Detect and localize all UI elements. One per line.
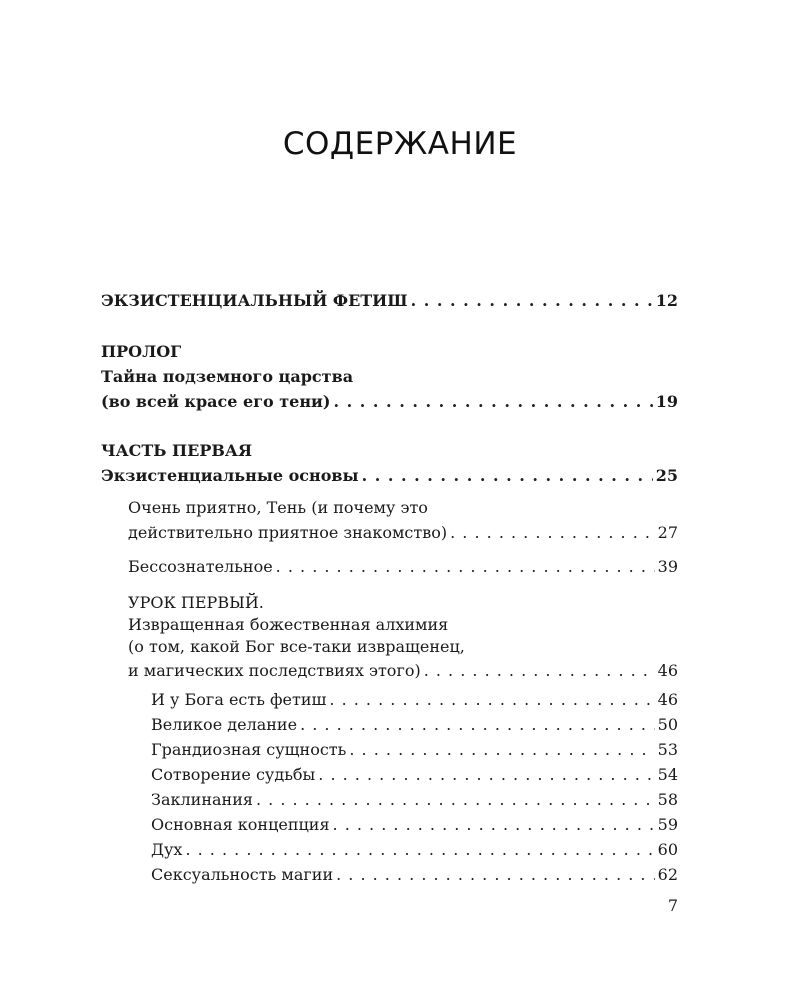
toc-entry-title: Сексуальность магии xyxy=(151,865,334,884)
toc-entry-continued[interactable] xyxy=(101,614,678,636)
toc-entry-page: 58 xyxy=(657,790,678,809)
toc-entry-page: 54 xyxy=(657,765,678,784)
dot-leader xyxy=(256,787,655,812)
toc-entry[interactable] xyxy=(101,463,678,488)
dot-leader xyxy=(349,737,654,762)
dot-leader xyxy=(276,554,655,579)
toc-entry-title: Грандиозная сущность xyxy=(151,740,347,759)
toc-entry[interactable] xyxy=(101,288,678,313)
dot-leader xyxy=(318,762,654,787)
toc-entry-page: 46 xyxy=(657,690,678,709)
toc-entry[interactable] xyxy=(101,554,678,579)
toc-entry-page: 25 xyxy=(655,466,678,485)
toc-entry-page: 59 xyxy=(657,815,678,834)
toc-entry-page: 53 xyxy=(657,740,678,759)
toc-entry-title: ЭКЗИСТЕНЦИАЛЬНЫЙ ФЕТИШ xyxy=(101,291,408,310)
toc-entry-title: Очень приятно, Тень (и почему это xyxy=(128,498,428,517)
toc-entry-title: и магических последствиях этого) xyxy=(128,661,421,680)
toc-entry-page: 27 xyxy=(657,523,678,542)
toc-entry-title: Извращенная божественная алхимия xyxy=(128,615,449,634)
toc-entry-title: Сотворение судьбы xyxy=(151,765,316,784)
dot-leader xyxy=(424,658,655,683)
toc-entry-title: Тайна подземного царства xyxy=(101,367,354,386)
toc-entry[interactable] xyxy=(101,737,678,762)
toc-entry-title: (во всей красе его тени) xyxy=(101,392,331,411)
toc-entry-page: 62 xyxy=(657,865,678,884)
toc-entry-title: УРОК ПЕРВЫЙ. xyxy=(128,593,264,612)
toc-entry[interactable] xyxy=(101,687,678,712)
dot-leader xyxy=(450,520,655,545)
toc-entry-title: Заклинания xyxy=(151,790,253,809)
toc-entry-title: И у Бога есть фетиш xyxy=(151,690,327,709)
toc-entry-page: 12 xyxy=(655,291,678,310)
toc-entry[interactable] xyxy=(101,520,678,545)
toc-entry-continued[interactable] xyxy=(101,495,678,520)
toc-entry-title: действительно приятное знакомство) xyxy=(128,523,448,542)
toc-entry[interactable] xyxy=(101,389,678,414)
page-number: 7 xyxy=(667,896,678,915)
toc-entry[interactable] xyxy=(101,812,678,837)
toc-entry[interactable] xyxy=(101,712,678,737)
toc-section-heading xyxy=(101,438,678,463)
dot-leader xyxy=(300,712,655,737)
toc-section-label: ПРОЛОГ xyxy=(101,342,182,361)
toc-entry-continued[interactable] xyxy=(101,364,678,389)
toc-entry-title: Дух xyxy=(151,840,183,859)
toc-entry-continued[interactable] xyxy=(101,592,678,614)
toc-entry-continued[interactable] xyxy=(101,636,678,658)
toc-entry[interactable] xyxy=(101,658,678,683)
toc-entry[interactable] xyxy=(101,762,678,787)
toc-entry-title: (о том, какой Бог все-таки извращенец, xyxy=(128,637,465,656)
toc-section-heading xyxy=(101,339,678,364)
toc-section-label: ЧАСТЬ ПЕРВАЯ xyxy=(101,441,253,460)
toc-entry-page: 50 xyxy=(657,715,678,734)
toc-entry-page: 46 xyxy=(657,661,678,680)
dot-leader xyxy=(362,463,653,488)
toc-entry-page: 60 xyxy=(657,840,678,859)
dot-leader xyxy=(333,812,655,837)
toc-entry-title: Великое делание xyxy=(151,715,298,734)
toc-entry[interactable] xyxy=(101,837,678,862)
toc-entry-title: Экзистенциальные основы xyxy=(101,466,359,485)
dot-leader xyxy=(185,837,654,862)
dot-leader xyxy=(411,288,653,313)
dot-leader xyxy=(333,389,652,414)
toc-entry-title: Бессознательное xyxy=(128,557,273,576)
dot-leader xyxy=(336,862,655,887)
toc-entry[interactable] xyxy=(101,787,678,812)
table-of-contents xyxy=(101,288,678,887)
toc-entry-page: 39 xyxy=(657,557,678,576)
toc-entry-page: 19 xyxy=(655,392,678,411)
toc-entry[interactable] xyxy=(101,862,678,887)
toc-entry-title: Основная концепция xyxy=(151,815,330,834)
dot-leader xyxy=(329,687,654,712)
page-title: СОДЕРЖАНИЕ xyxy=(282,126,518,162)
